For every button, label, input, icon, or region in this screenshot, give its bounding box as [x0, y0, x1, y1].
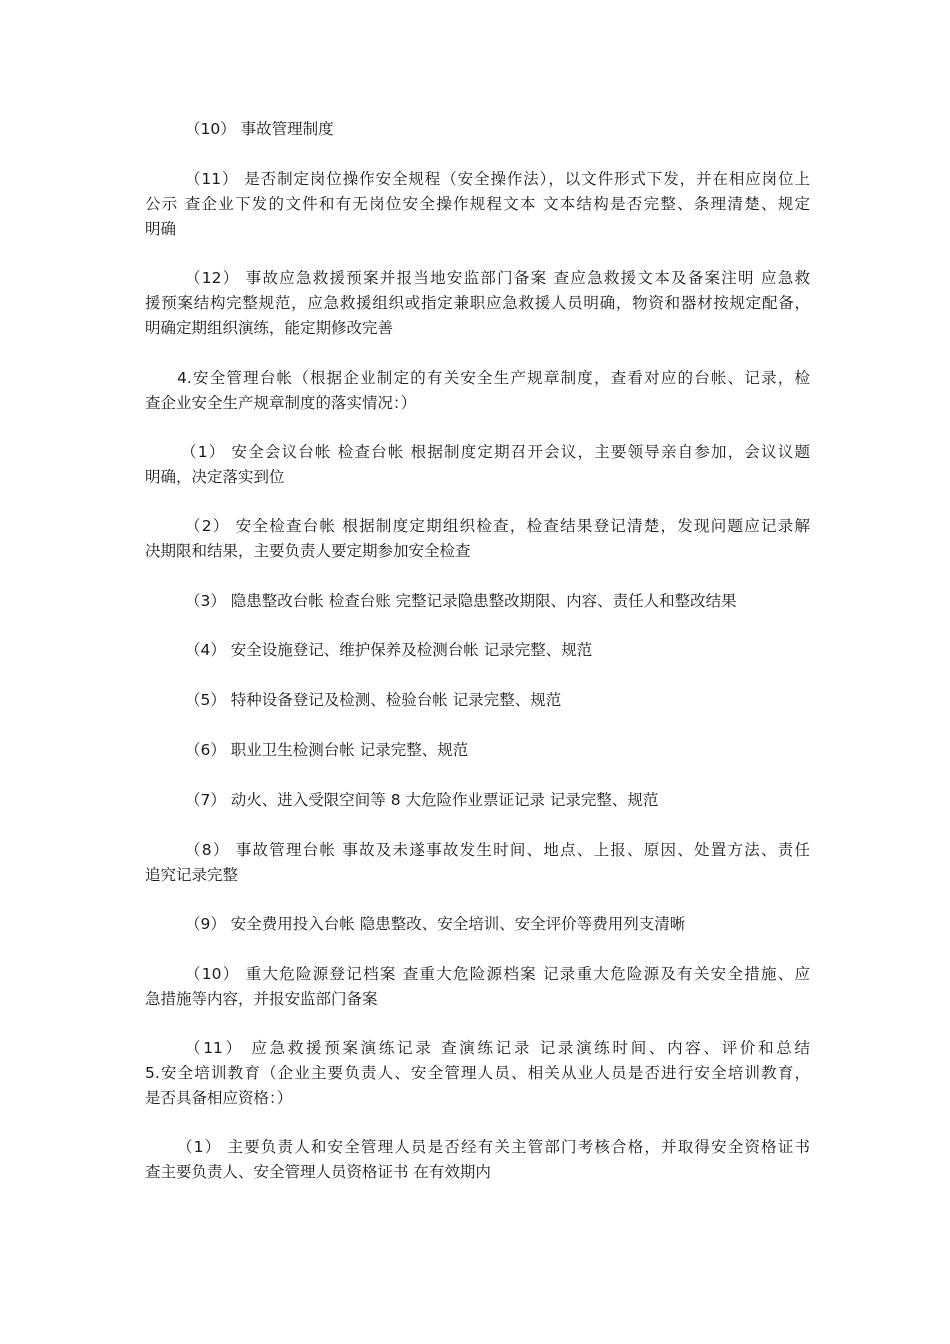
text-line: 是否具备相应资格：） — [145, 1089, 293, 1107]
text-line: 明确，决定落实到位 — [145, 468, 285, 486]
paragraph — [145, 688, 810, 713]
text-line: （6） 职业卫生检测台帐 记录完整、规范 — [185, 741, 469, 759]
text-line: （7） 动火、进入受限空间等 8 大危险作业票证记录 记录完整、规范 — [185, 791, 659, 809]
text-line: （2） 安全检查台帐 根据制度定期组织检查，检查结果登记清楚，发现问题应记录解 — [185, 517, 810, 535]
text-line: 明确 — [145, 220, 177, 238]
text-line: （8） 事故管理台帐 事故及未遂事故发生时间、地点、上报、原因、处置方法、责任 — [185, 841, 810, 859]
paragraph — [145, 788, 810, 813]
text-line: 决期限和结果，主要负责人要定期参加安全检查 — [145, 542, 471, 560]
paragraph — [145, 838, 810, 888]
text-line: 查企业安全生产规章制度的落实情况：） — [145, 394, 417, 412]
text-line: （5） 特种设备登记及检测、检验台帐 记录完整、规范 — [185, 691, 562, 709]
paragraph — [145, 738, 810, 763]
paragraph — [145, 589, 810, 614]
paragraph — [145, 638, 810, 663]
paragraph — [145, 167, 810, 242]
paragraph — [145, 1036, 810, 1111]
text-line: （12） 事故应急救援预案并报当地安监部门备案 查应急救援文本及备案注明 应急救 — [185, 269, 810, 287]
text-line: 4.安全管理台帐（根据企业制定的有关安全生产规章制度，查看对应的台帐、记录，检 — [177, 369, 810, 387]
text-line: 公示 查企业下发的文件和有无岗位安全操作规程文本 文本结构是否完整、条理清楚、规定 — [145, 195, 810, 213]
text-line: （11） 是否制定岗位操作安全规程（安全操作法），以文件形式下发，并在相应岗位上 — [185, 170, 810, 188]
text-line: 急措施等内容，并报安监部门备案 — [145, 990, 378, 1008]
paragraph — [145, 1135, 810, 1185]
text-line: （1） 安全会议台帐 检查台帐 根据制度定期召开会议，主要领导亲自参加，会议议题 — [181, 443, 810, 461]
paragraph — [145, 440, 810, 490]
paragraph — [145, 366, 810, 416]
text-line: （9） 安全费用投入台帐 隐患整改、安全培训、安全评价等费用列支清晰 — [185, 915, 686, 933]
text-line: 追究记录完整 — [145, 866, 239, 884]
paragraph — [145, 266, 810, 341]
paragraph — [145, 117, 810, 142]
text-line: （4） 安全设施登记、维护保养及检测台帐 记录完整、规范 — [185, 641, 593, 659]
paragraph — [145, 962, 810, 1012]
text-line: （10） 重大危险源登记档案 查重大危险源档案 记录重大危险源及有关安全措施、应 — [185, 965, 810, 983]
text-line: 援预案结构完整规范，应急救援组织或指定兼职应急救援人员明确，物资和器材按规定配备， — [145, 294, 810, 312]
text-line: （1） 主要负责人和安全管理人员是否经有关主管部门考核合格，并取得安全资格证书 — [177, 1138, 810, 1156]
text-line: 明确定期组织演练，能定期修改完善 — [145, 319, 394, 337]
paragraph — [145, 912, 810, 937]
text-line: 5.安全培训教育（企业主要负责人、安全管理人员、相关从业人员是否进行安全培训教育， — [145, 1064, 810, 1082]
text-line: 查主要负责人、安全管理人员资格证书 在有效期内 — [145, 1163, 491, 1181]
text-line: （11） 应急救援预案演练记录 查演练记录 记录演练时间、内容、评价和总结 — [185, 1039, 810, 1057]
paragraph — [145, 514, 810, 564]
text-line: （10） 事故管理制度 — [185, 120, 334, 138]
text-line: （3） 隐患整改台帐 检查台账 完整记录隐患整改期限、内容、责任人和整改结果 — [185, 592, 737, 610]
